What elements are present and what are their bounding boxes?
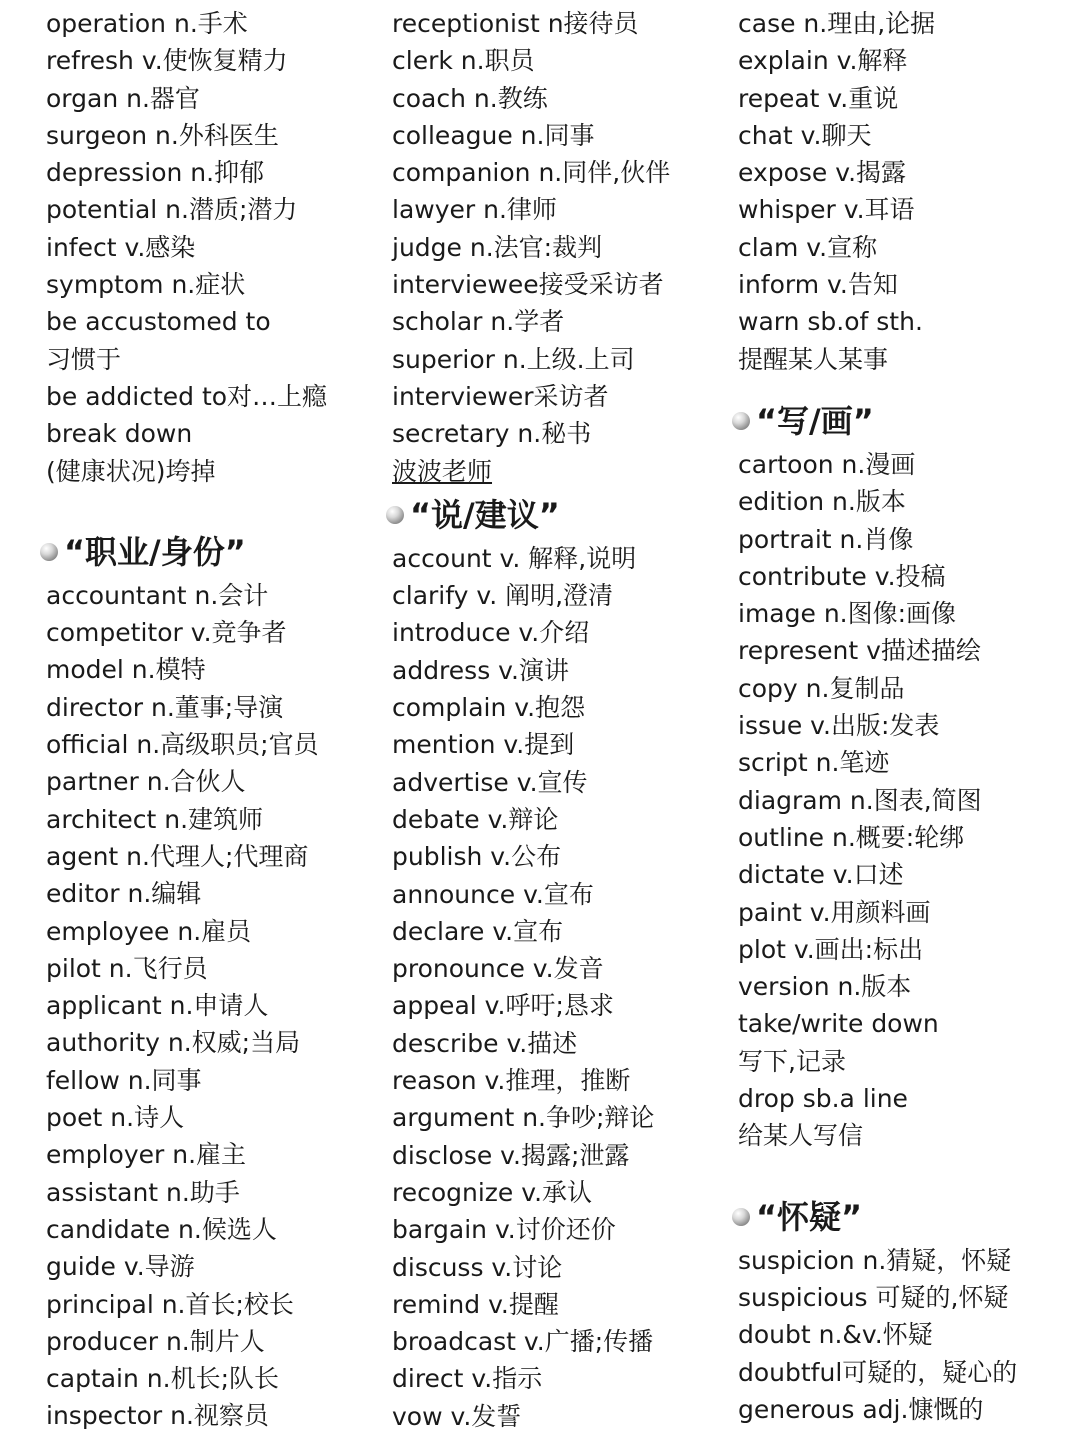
- vocab-entry: operation n.手术: [46, 9, 248, 38]
- vocab-entry: announce v.宣布: [392, 879, 594, 909]
- vocab-entry: contribute v.投稿: [738, 561, 946, 591]
- vocab-entry: 写下,记录: [738, 1046, 846, 1076]
- vocab-entry: editor n.编辑: [46, 879, 202, 909]
- section-heading-speak: [386, 490, 722, 540]
- vocab-entry: coach n.教练: [392, 83, 548, 113]
- vocab-entry: suspicious 可疑的,怀疑: [738, 1282, 1009, 1312]
- vocab-entry: superior n.上级.上司: [392, 344, 635, 374]
- section-heading-text: “怀疑”: [756, 1197, 863, 1236]
- bullet-icon: [40, 543, 58, 561]
- vocab-entry: poet n.诗人: [46, 1103, 185, 1133]
- vocab-entry: complain v.抱怨: [392, 693, 586, 723]
- vocab-entry: take/write down: [738, 1009, 939, 1039]
- vocab-entry: model n.模特: [46, 655, 206, 685]
- vocab-entry: recognize v.承认: [392, 1177, 593, 1207]
- vocab-entry: director n.董事;导演: [46, 692, 284, 722]
- vocab-entry: mention v.提到: [392, 730, 575, 760]
- vocab-entry: authority n.权威;当局: [46, 1028, 301, 1058]
- vocab-entry: fellow n.同事: [46, 1065, 202, 1095]
- vocab-entry: outline n.概要:轮绑: [738, 822, 965, 852]
- bullet-icon: [732, 1208, 750, 1226]
- entry-list: [46, 5, 376, 490]
- section-heading-text: “说/建议”: [410, 495, 560, 534]
- column-1: [46, 5, 376, 1435]
- vocab-entry: judge n.法官:裁判: [392, 232, 603, 262]
- vocab-entry: discuss v.讨论: [392, 1252, 563, 1282]
- column-2: [392, 5, 722, 1435]
- column-3: [738, 5, 1068, 1428]
- section-heading-text: “写/画”: [756, 401, 874, 440]
- vocab-entry: portrait n.肖像: [738, 524, 914, 554]
- vocab-entry: argument n.争吵;辩论: [392, 1103, 655, 1133]
- vocab-entry: refresh v.使恢复精力: [46, 46, 288, 76]
- vocab-entry: symptom n.症状: [46, 270, 246, 300]
- vocab-entry: broadcast v.广播;传播: [392, 1327, 654, 1357]
- vocab-entry: appeal v.呼吁;恳求: [392, 991, 614, 1021]
- vocab-entry: producer n.制片人: [46, 1326, 265, 1356]
- vocab-entry: secretary n.秘书: [392, 419, 592, 449]
- section-gap: [738, 1155, 1068, 1192]
- vocab-entry: employer n.雇主: [46, 1140, 247, 1170]
- vocab-entry: bargain v.讨价还价: [392, 1215, 616, 1245]
- vocab-entry: accountant n.会计: [46, 580, 269, 610]
- vocab-entry: issue v.出版:发表: [738, 711, 940, 741]
- vocab-entry: version n.版本: [738, 972, 912, 1002]
- vocab-entry: companion n.同伴,伙伴: [392, 158, 671, 188]
- vocab-entry: inform v.告知: [738, 270, 898, 300]
- section-heading-occupation: [40, 527, 376, 577]
- vocab-entry: whisper v.耳语: [738, 195, 915, 225]
- vocab-entry: infect v.感染: [46, 232, 196, 262]
- vocab-entry: repeat v.重说: [738, 83, 899, 113]
- bullet-icon: [732, 412, 750, 430]
- vocab-entry: 提醒某人某事: [738, 344, 889, 374]
- vocab-entry: suspicion n.猜疑，怀疑: [738, 1245, 1012, 1275]
- vocab-entry: official n.高级职员;官员: [46, 730, 319, 760]
- vocab-entry: lawyer n.律师: [392, 195, 557, 225]
- section-heading-write: [732, 396, 1068, 446]
- vocab-entry: cartoon n.漫画: [738, 449, 916, 479]
- vocab-entry: direct v.指示: [392, 1364, 543, 1394]
- vocab-entry: candidate n.候选人: [46, 1214, 277, 1244]
- vocab-entry: agent n.代理人;代理商: [46, 841, 309, 871]
- vocab-entry: pilot n.飞行员: [46, 953, 208, 983]
- vocab-entry: potential n.潜质;潜力: [46, 195, 298, 225]
- vocab-entry: 给某人写信: [738, 1121, 864, 1151]
- vocab-entry: interviewer采访者: [392, 381, 609, 411]
- section-gap: [46, 490, 376, 527]
- vocab-entry: introduce v.介绍: [392, 618, 590, 648]
- vocab-entry: paint v.用颜料画: [738, 897, 931, 927]
- vocab-entry: competitor v.竞争者: [46, 618, 287, 648]
- vocab-entry: clerk n.职员: [392, 46, 535, 76]
- vocab-entry: receptionist n接待员: [392, 9, 639, 38]
- vocab-entry: explain v.解释: [738, 46, 908, 76]
- vocab-entry: applicant n.申请人: [46, 991, 269, 1021]
- vocab-entry: account v. 解释,说明: [392, 543, 637, 573]
- entry-list: [738, 446, 1068, 1155]
- vocab-entry: partner n.合伙人: [46, 767, 246, 797]
- vocab-entry: doubtful可疑的，疑心的: [738, 1357, 1018, 1387]
- entry-list: [46, 577, 376, 1435]
- vocab-entry: doubt n.&v.怀疑: [738, 1320, 933, 1350]
- vocab-entry: clarify v. 阐明,澄清: [392, 581, 614, 611]
- vocab-entry: inspector n.视察员: [46, 1401, 269, 1431]
- vocab-entry: organ n.器官: [46, 83, 200, 113]
- vocab-entry: 习惯于: [46, 344, 122, 374]
- bullet-icon: [386, 506, 404, 524]
- vocab-entry: guide v.导游: [46, 1252, 195, 1282]
- vocab-entry: publish v.公布: [392, 842, 562, 872]
- vocab-entry: break down: [46, 419, 193, 449]
- vocab-entry: image n.图像:画像: [738, 599, 957, 629]
- vocab-entry: debate v.辩论: [392, 804, 559, 834]
- vocab-entry: diagram n.图表,简图: [738, 785, 982, 815]
- vocab-entry: pronounce v.发音: [392, 954, 604, 984]
- vocab-entry: copy n.复制品: [738, 673, 905, 703]
- vocab-entry: architect n.建筑师: [46, 804, 264, 834]
- vocab-entry: address v.演讲: [392, 655, 569, 685]
- vocab-entry: captain n.机长;队长: [46, 1364, 280, 1394]
- vocab-entry: reason v.推理，推断: [392, 1066, 631, 1096]
- vocab-entry: interviewee接受采访者: [392, 270, 664, 300]
- entry-list: [392, 5, 722, 453]
- vocab-entry: advertise v.宣传: [392, 767, 588, 797]
- vocab-entry: principal n.首长;校长: [46, 1289, 294, 1319]
- vocab-entry: expose v.揭露: [738, 158, 907, 188]
- vocab-entry: be addicted to对…上瘾: [46, 381, 328, 411]
- vocab-entry: case n.理由,论据: [738, 9, 936, 38]
- vocab-entry: represent v描述描绘: [738, 636, 981, 666]
- entry-list: [738, 5, 1068, 378]
- vocab-entry: depression n.抑郁: [46, 158, 265, 188]
- vocab-entry: remind v.提醒: [392, 1289, 559, 1319]
- section-heading-text: “职业/身份”: [64, 532, 246, 571]
- vocab-entry: describe v.描述: [392, 1028, 578, 1058]
- vocab-entry: chat v.聊天: [738, 120, 872, 150]
- vocab-entry: generous adj.慷慨的: [738, 1394, 984, 1424]
- vocab-entry: dictate v.口述: [738, 860, 904, 890]
- vocab-entry: assistant n.助手: [46, 1177, 240, 1207]
- vocab-entry: script n.笔迹: [738, 748, 890, 778]
- entry-list: [738, 1242, 1068, 1428]
- section-heading-doubt: [732, 1192, 1068, 1242]
- teacher-link[interactable]: 波波老师: [392, 456, 493, 486]
- vocab-entry: plot v.画出:标出: [738, 934, 924, 964]
- vocab-entry: (健康状况)垮掉: [46, 456, 216, 486]
- vocab-entry: clam v.宣称: [738, 232, 878, 262]
- vocab-entry: surgeon n.外科医生: [46, 120, 279, 150]
- vocab-entry: scholar n.学者: [392, 307, 565, 337]
- vocab-entry: colleague n.同事: [392, 120, 595, 150]
- entry-list: [392, 540, 722, 1435]
- vocab-entry: declare v.宣布: [392, 916, 564, 946]
- vocab-entry: be accustomed to: [46, 307, 271, 337]
- vocab-entry: employee n.雇员: [46, 916, 252, 946]
- vocab-entry: drop sb.a line: [738, 1084, 908, 1114]
- vocab-entry: edition n.版本: [738, 487, 906, 517]
- section-gap: [738, 378, 1068, 396]
- vocab-entry: warn sb.of sth.: [738, 307, 923, 337]
- vocab-entry: vow v.发誓: [392, 1401, 522, 1431]
- vocab-entry: disclose v.揭露;泄露: [392, 1140, 630, 1170]
